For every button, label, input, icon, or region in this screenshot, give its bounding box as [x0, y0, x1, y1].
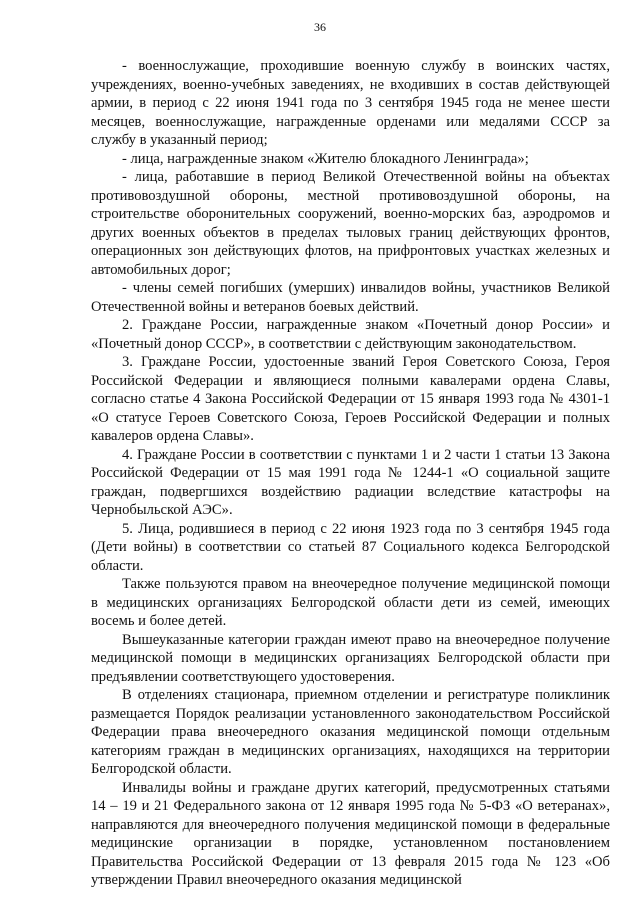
- paragraph: Вышеуказанные категории граждан имеют право на внеочередное получение медицинской помощи в медицинских организациях Белгородской области при предъявлении соответствующего удостоверения.: [91, 631, 610, 685]
- paragraph: 2. Граждане России, награжденные знаком «Почетный донор России» и «Почетный донор СССР», в соответствии с действующим законодательством.: [91, 317, 610, 352]
- paragraph: 5. Лица, родившиеся в период с 22 июня 1923 года по 3 сентября 1945 года (Дети войны) в соответствии со статьей 87 Социального кодекса Белгородской области.: [91, 520, 610, 574]
- paragraph: - лица, работавшие в период Великой Отечественной войны на объектах противовоздушной обороны, местной противовоздушной обороны, на строительстве оборонительных сооружений, военно-морских баз, аэродромов и других военных объектов в пределах тыловых границ действующих фронтов, операционных зон действующих флотов, на прифронтовых участках железных и автомобильных дорог;: [91, 169, 610, 278]
- paragraph: - члены семей погибших (умерших) инвалидов войны, участников Великой Отечественной войны и ветеранов боевых действий.: [91, 280, 610, 315]
- paragraph: В отделениях стационара, приемном отделении и регистратуре поликлиник размещается Порядок реализации установленного законодательством Российской Федерации права внеочередного оказания медицинской помощи отдельным категориям граждан в медицинских организациях, находящихся на территории Белгородской области.: [91, 687, 610, 777]
- paragraph: - лица, награжденные знаком «Жителю блокадного Ленинграда»;: [122, 150, 529, 167]
- page-number: 36: [314, 20, 326, 34]
- paragraph: 3. Граждане России, удостоенные званий Героя Советского Союза, Героя Российской Федерации и являющиеся полными кавалерами ордена Славы, согласно статье 4 Закона Российской Федерации от 15 января 1993 года № 4301-1 «О статусе Героев Советского Союза, Героев Российской Федерации и полных кавалеров ордена Славы».: [91, 354, 610, 444]
- paragraph: Инвалиды войны и граждане других категорий, предусмотренных статьями 14 – 19 и 21 Федерального закона от 12 января 1995 года № 5-ФЗ «О ветеранах», направляются для внеочередного получения медицинской помощи в федеральные медицинские организации в порядке, установленном постановлением Правительства Российской Федерации от 13 февраля 2015 года № 123 «Об утверждении Правил внеочередного оказания медицинской: [91, 779, 610, 888]
- document-body: [91, 57, 610, 890]
- paragraph: 4. Граждане России в соответствии с пунктами 1 и 2 части 1 статьи 13 Закона Российской Федерации от 15 мая 1991 года № 1244-1 «О социальной защите граждан, подвергшихся воздействию радиации вследствие катастрофы на Чернобыльской АЭС».: [91, 446, 610, 518]
- paragraph: Также пользуются правом на внеочередное получение медицинской помощи в медицинских организациях Белгородской области дети из семей, имеющих восемь и более детей.: [91, 576, 610, 629]
- paragraph: - военнослужащие, проходившие военную службу в воинских частях, учреждениях, военно-учебных заведениях, не входивших в состав действующей армии, в период с 22 июня 1941 года по 3 сентября 1945 года не менее шести месяцев, военнослужащие, награжденные орденами или медалями СССР за службу в указанный период;: [91, 58, 610, 148]
